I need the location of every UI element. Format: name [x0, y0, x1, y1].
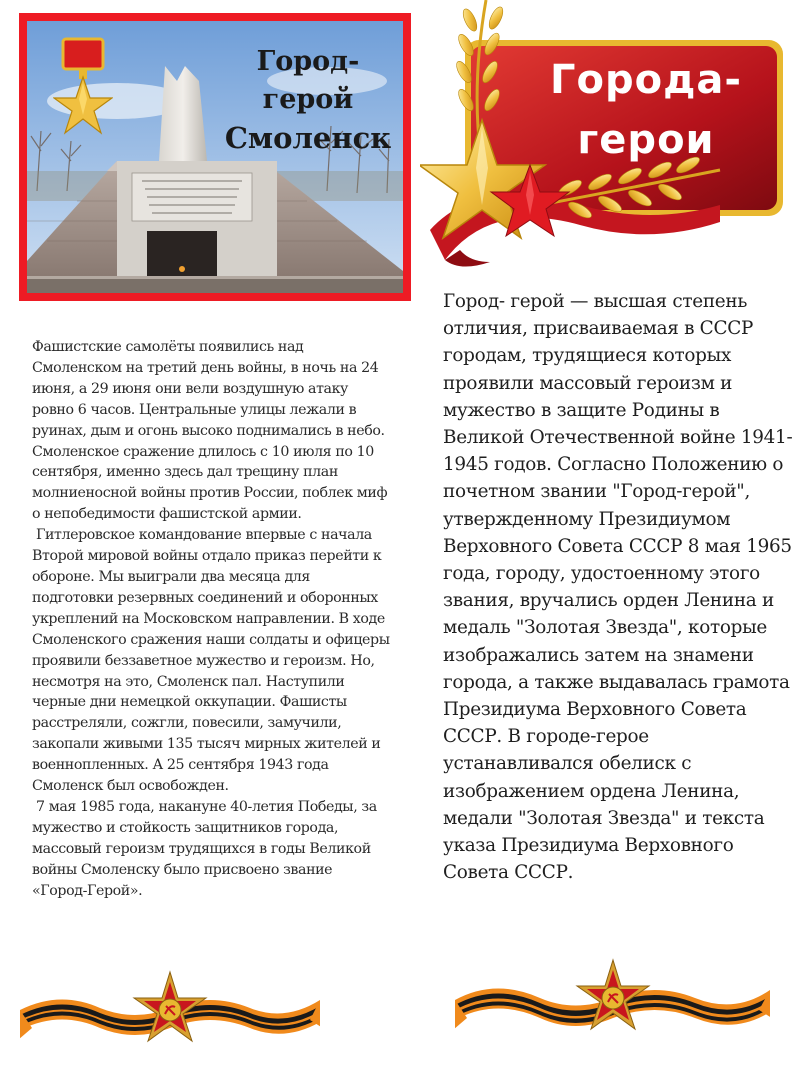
banner-title-line-2: герои: [577, 117, 715, 163]
gold-star-medal-icon: [53, 35, 113, 145]
smolensk-history-text: [32, 337, 390, 901]
caption-line-2: Смоленск: [224, 121, 392, 155]
city-photo-card: [19, 13, 411, 301]
st-george-ribbon-with-order-icon: [20, 970, 320, 1048]
banner-title-line-1: Города-: [550, 57, 742, 103]
right-paragraph-1: Город- герой — высшая степень отличия, присваиваемая в СССР городам, трудящиеся которых проявили массовый героизм и мужество в защите Родины в Великой Отечественной войне 1941-1945 годов. Согласно Положению о почетном звании "Город-герой", утвержденному Президиумом Верховного Совета СССР 8 мая 1965 года, городу, удостоенному этого звания, вручались орден Ленина и медаль "Золотая Звезда", которые изображались затем на знамени города, а также выдавалась грамота Президиума Верховного Совета СССР. В городе-герое устанавливался обелиск с изображением ордена Ленина, медали "Золотая Звезда" и текста указа Президиума Верховного Совета СССР.: [443, 291, 793, 884]
banner-title: [546, 50, 746, 170]
hero-city-definition-text: [443, 288, 795, 886]
left-paragraph-3: 7 мая 1985 года, накануне 40-летия Победы, за мужество и стойкость защитников города, массовый героизм трудящихся в годы Великой войны Смоленску было присвоено звание «Город-Герой».: [32, 798, 377, 899]
photo-caption: [223, 43, 393, 157]
st-george-ribbon-with-order-icon: [455, 958, 770, 1040]
left-paragraph-1: Фашистские самолёты появились над Смоленском на третий день войны, в ночь на 24 июня, а 29 июня они вели воздушную атаку ровно 6 часов. Центральные улицы лежали в руинах, дым и огонь высоко поднимались в небо. Смоленское сражение длилось с 10 июля по 10 сентября, именно здесь дал трещину план молниеносной войны против России, поблек миф о непобедимости фашистской армии.: [32, 339, 388, 523]
left-paragraph-2: Гитлеровское командование впервые с начала Второй мировой войны отдало приказ перейти к обороне. Мы выиграли два месяца для подготовки резервных соединений и оборонных укреплений на Московском направлении. В ходе Смоленского сражения наши солдаты и офицеры проявили беззаветное мужество и героизм. Но, несмотря на это, Смоленск пал. Наступили черные дни немецкой оккупации. Фашисты расстреляли, сожгли, повесили, замучили, закопали живыми 135 тысяч мирных жителей и военнопленных. А 25 сентября 1943 года Смоленск был освобожден.: [32, 527, 390, 795]
caption-line-1: Город-герой: [256, 46, 360, 115]
